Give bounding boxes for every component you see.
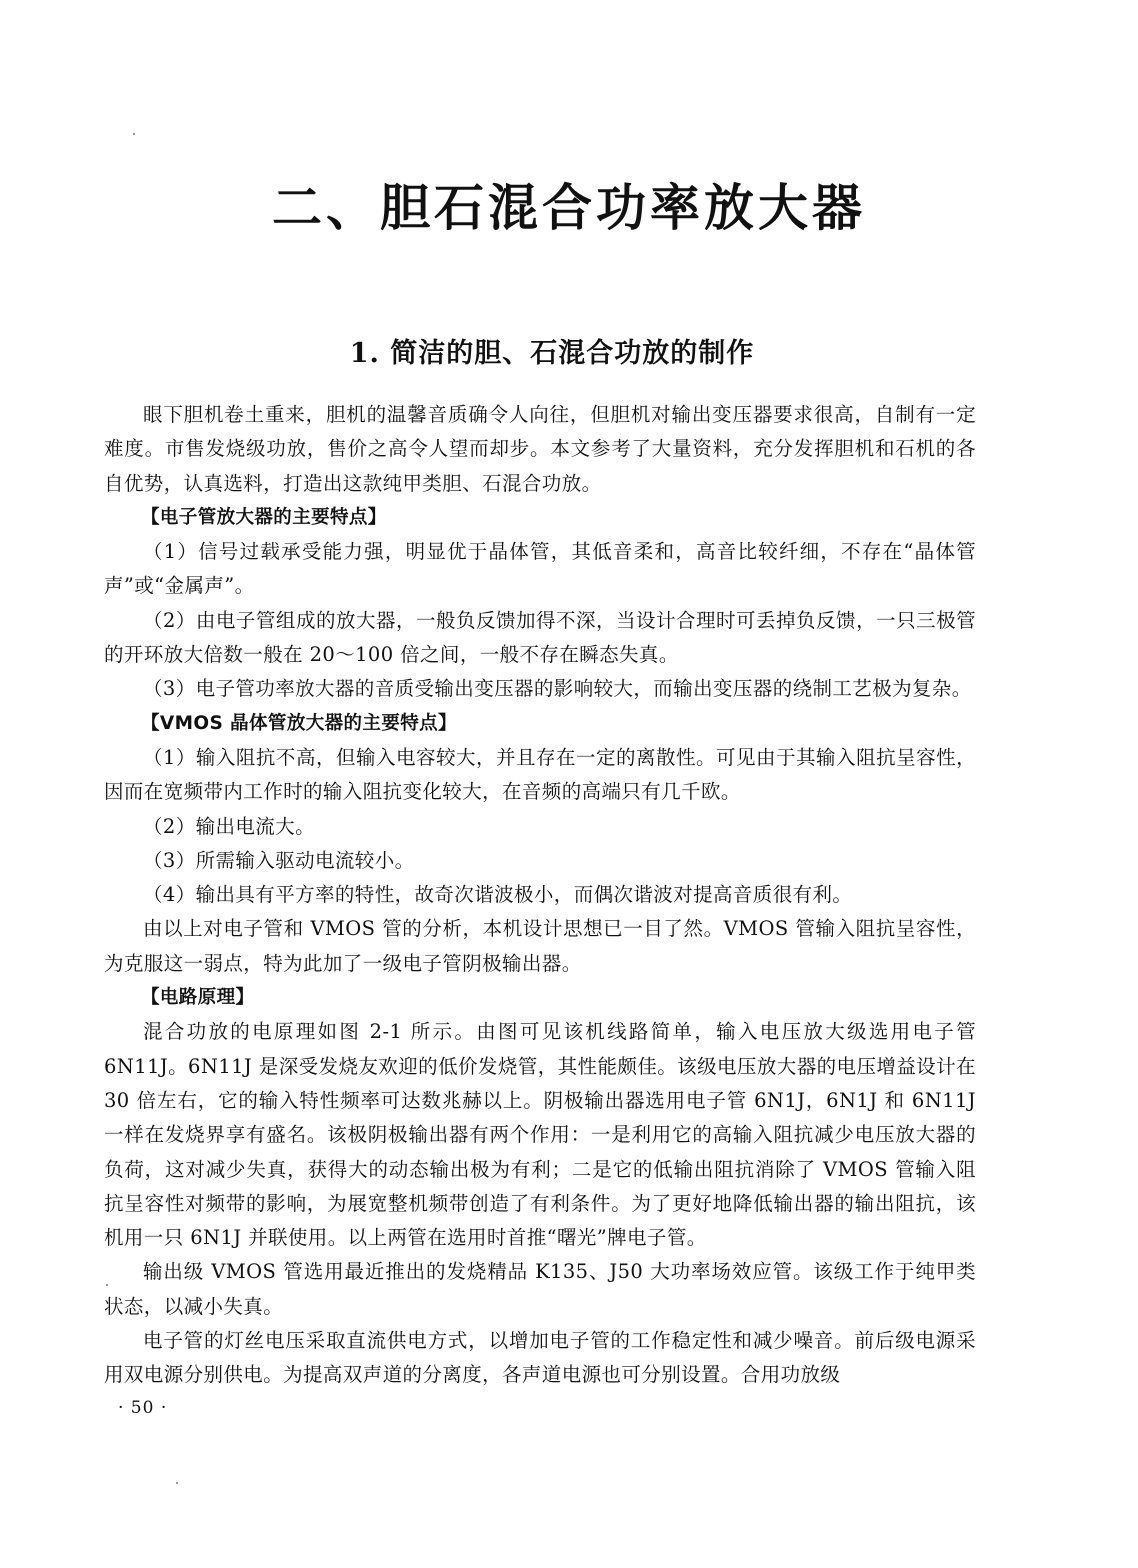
paragraph: 由以上对电子管和 VMOS 管的分析，本机设计思想已一目了然。VMOS 管输入阻抗呈容性，为克服这一弱点，特为此加了一级电子管阴极输出器。 <box>104 917 976 975</box>
paragraph: （1）输入阻抗不高，但输入电容较大，并且存在一定的离散性。可见由于其输入阻抗呈容性，因而在宽频带内工作时的输入阻抗变化较大，在音频的高端只有几千欧。 <box>104 745 976 804</box>
scan-speck <box>133 133 135 135</box>
paragraph: 输出级 VMOS 管选用最近推出的发烧精品 K135、J50 大功率场效应管。该级工作于纯甲类状态，以减小失真。 <box>104 1260 976 1318</box>
paragraph: （4）输出具有平方率的特性，故奇次谐波极小，而偶次谐波对提高音质很有利。 <box>143 883 853 907</box>
paragraph: （3）电子管功率放大器的音质受输出变压器的影响较大，而输出变压器的绕制工艺极为复杂。 <box>143 677 972 701</box>
paragraph: （2）输出电流大。 <box>143 814 316 838</box>
scan-speck <box>176 1482 178 1484</box>
subheading-vmos-features: 【VMOS 晶体管放大器的主要特点】 <box>141 712 457 734</box>
scan-speck <box>106 1284 108 1286</box>
paragraph: 眼下胆机卷土重来，胆机的温馨音质确令人向往，但胆机对输出变压器要求很高，自制有一定难度。市售发烧级功放，售价之高令人望而却步。本文参考了大量资料，充分发挥胆机和石机的各自优势，认真选料，打造出这款纯甲类胆、石混合功放。 <box>104 403 976 495</box>
subheading-circuit-principle: 【电路原理】 <box>141 987 255 1009</box>
paragraph: 混合功放的电原理如图 2-1 所示。由图可见该机线路简单，输入电压放大级选用电子管 6N11J。6N11J 是深受发烧友欢迎的低价发烧管，其性能颇佳。该级电压放大器的电压增益设计在 30 倍左右，它的输入特性频率可达数兆赫以上。阴极输出器选用电子管 6N1J，6N1J 和 6N11J 一样在发烧界享有盛名。该极阴极输出器有两个作用：一是利用它的高输入阻抗减少电压放大器的负荷，这对减少失真，获得大的动态输出极为有利；二是它的低输出阻抗消除了 VMOS 管输入阻抗呈容性对频带的影响，为展宽整机频带创造了有利条件。为了更好地降低输出器的输出阻抗，该机用一只 6N1J 并联使用。以上两管在选用时首推“曙光”牌电子管。 <box>104 1020 976 1250</box>
section-title: 1. 简洁的胆、石混合功放的制作 <box>349 338 755 369</box>
paragraph: （1）信号过载承受能力强，明显优于晶体管，其低音柔和，高音比较纤细，不存在“晶体管声”或“金属声”。 <box>104 540 976 598</box>
body-text <box>104 398 976 1393</box>
paragraph: （2）由电子管组成的放大器，一般负反馈加得不深，当设计合理时可丢掉负反馈，一只三极管的开环放大倍数一般在 20～100 倍之间，一般不存在瞬态失真。 <box>104 608 976 667</box>
subheading-tube-features: 【电子管放大器的主要特点】 <box>141 506 387 528</box>
chapter-title: 二、胆石混合功率放大器 <box>272 179 866 237</box>
paragraph: （3）所需输入驱动电流较小。 <box>143 848 415 872</box>
paragraph: 电子管的灯丝电压采取直流供电方式，以增加电子管的工作稳定性和减少噪音。前后级电源采用双电源分别供电。为提高双声道的分离度，各声道电源也可分别设置。合用功放级 <box>104 1329 976 1387</box>
page-number: · 50 · <box>118 1398 168 1418</box>
